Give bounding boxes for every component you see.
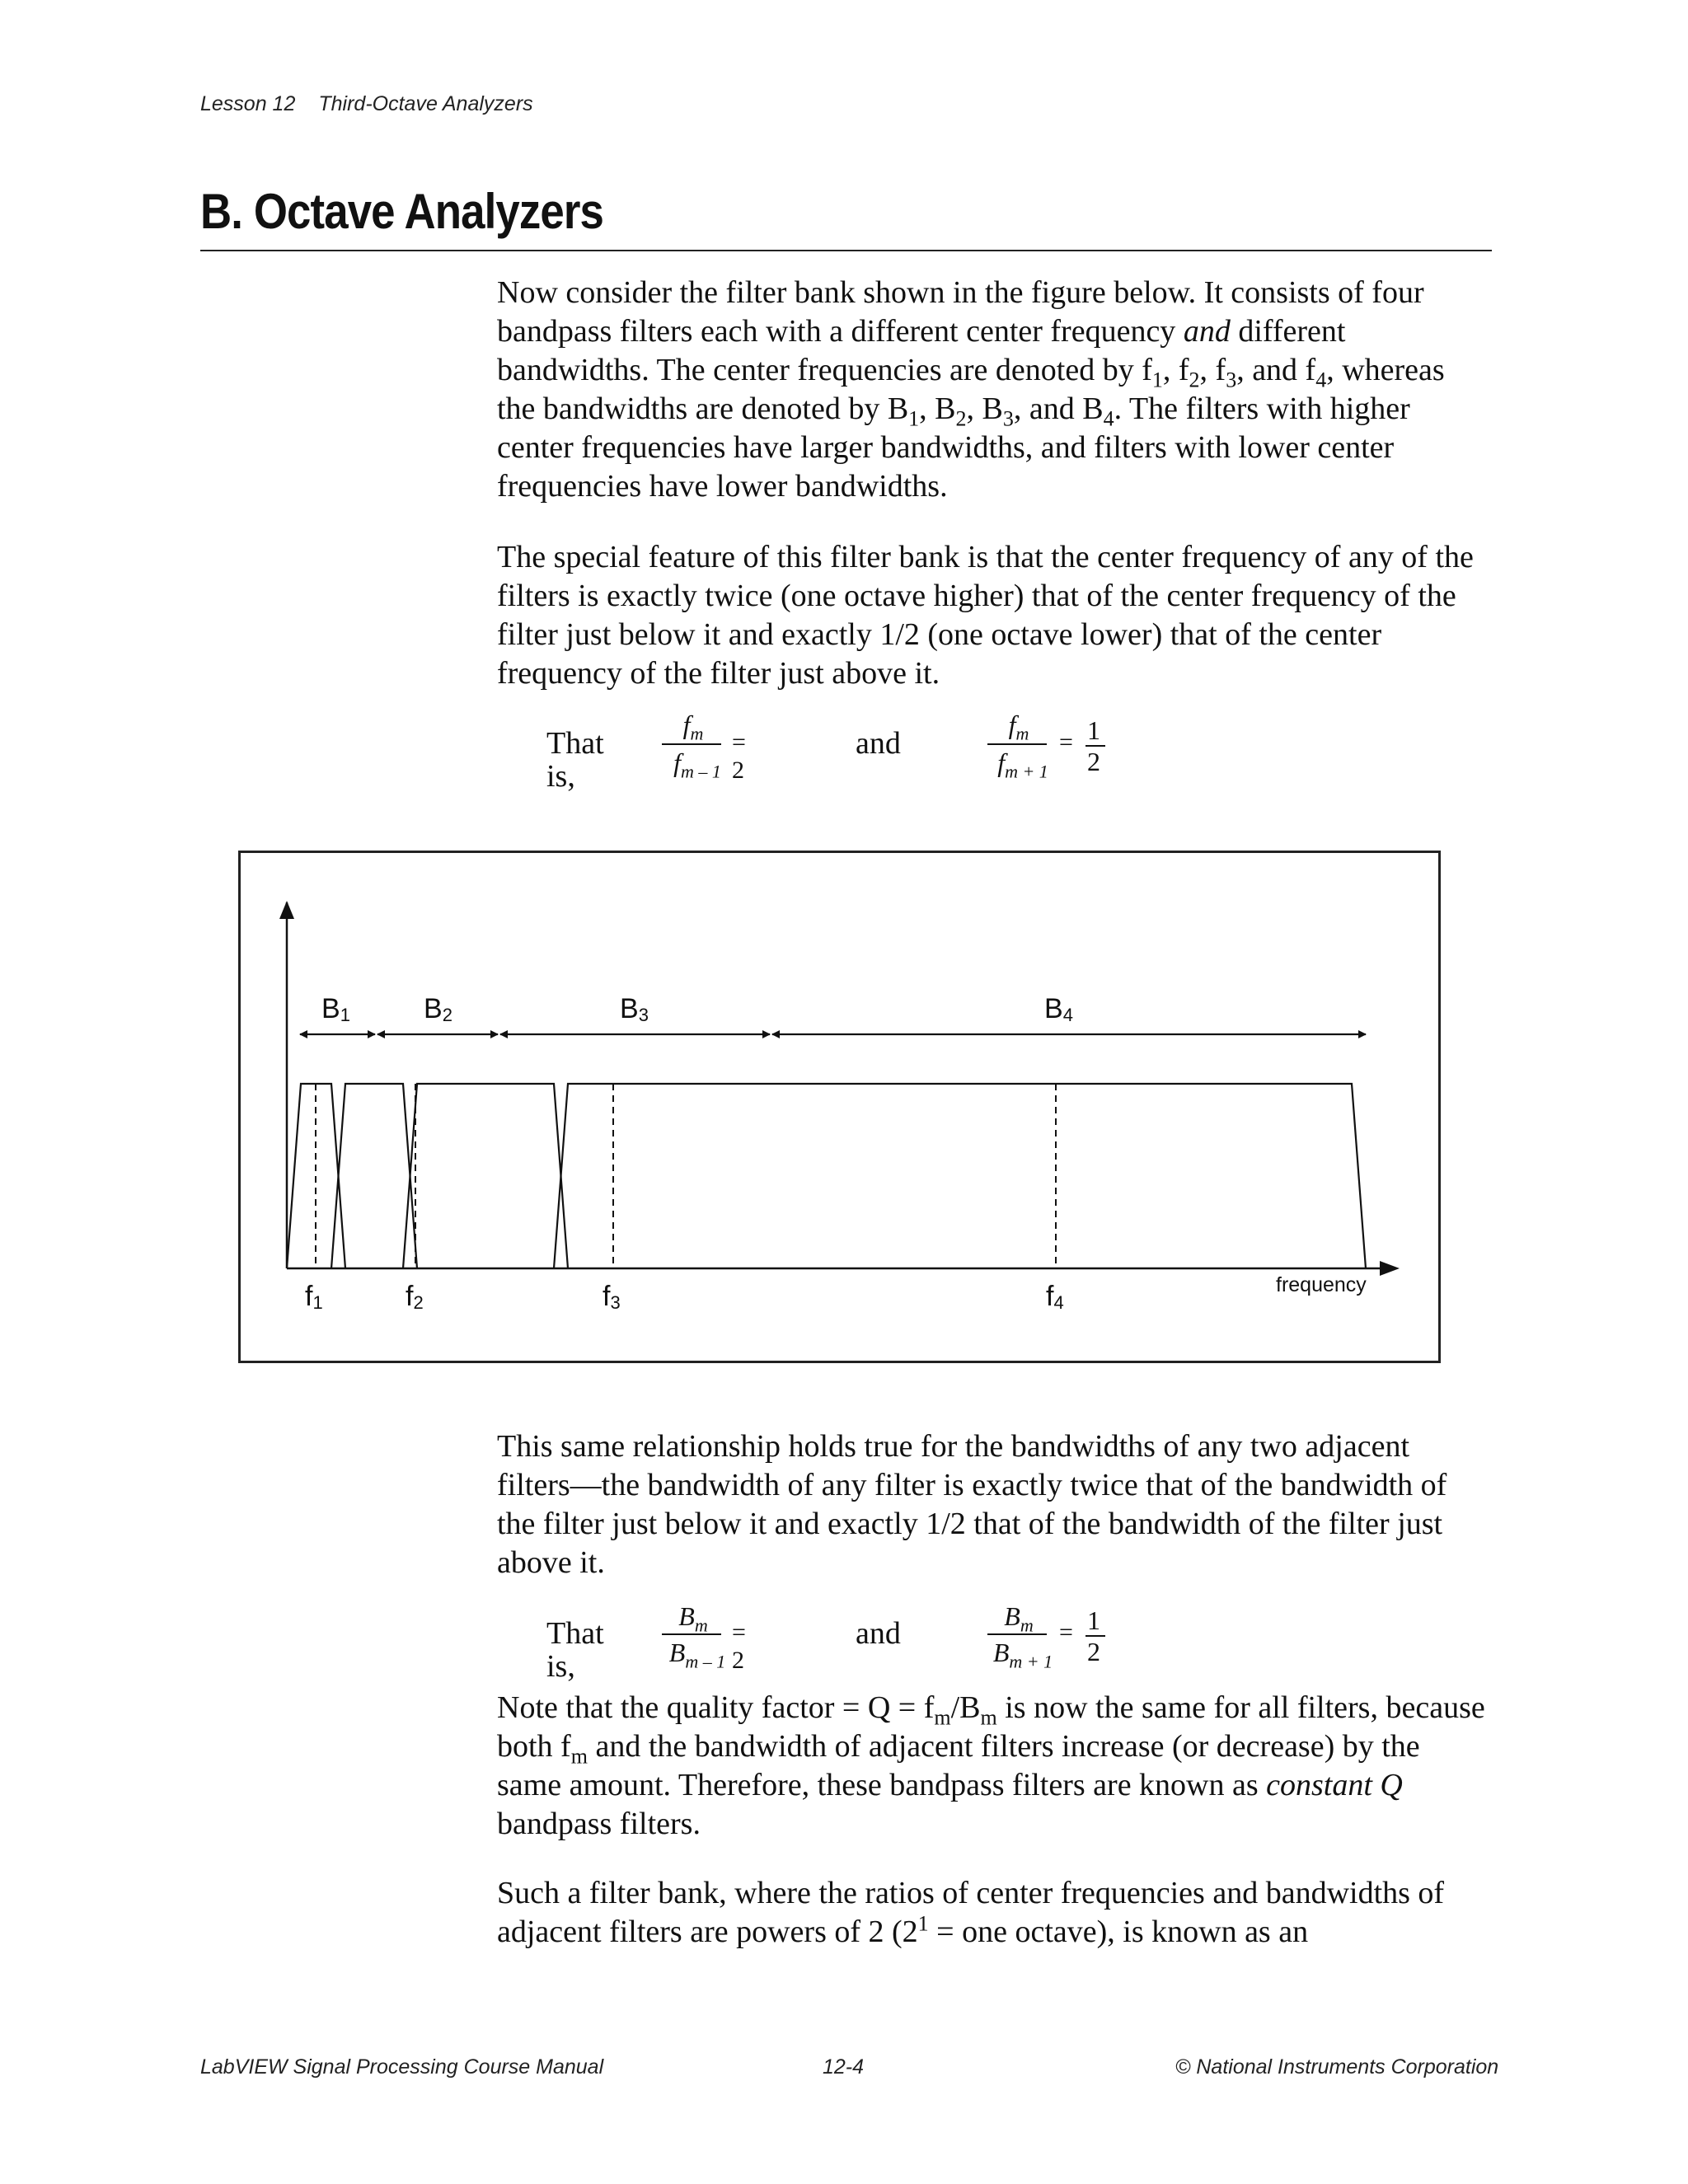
axis-label-frequency: frequency xyxy=(1276,1273,1367,1296)
footer-page-number: 12-4 xyxy=(823,2055,865,2079)
x-axis xyxy=(287,1261,1400,1276)
section-title: B. Octave Analyzers xyxy=(200,184,604,239)
paragraph-1: Now consider the filter bank shown in the figure below. It consists of four bandpass filters each with a different center frequency and different bandwidths. The center frequencies are denoted by $f_1$, $f_2$, $f_3$, and $f_4$, whereas the bandwidths are denoted by $B_1$, $B_2$, $B_3$, and $B_4$. The filters with higher center frequencies have larger bandwidths, and filters with lower center frequencies have lower bandwidths. xyxy=(497,275,1445,504)
header-title: Third-Octave Analyzers xyxy=(318,92,533,115)
filter-3-passband xyxy=(403,1084,568,1268)
band-label-b1: B1 xyxy=(321,993,350,1025)
freq-label-f4: f4 xyxy=(1046,1281,1064,1313)
eq2-lead: That is, xyxy=(546,1616,604,1684)
freq-label-f1: f1 xyxy=(305,1281,323,1313)
filter-2-passband xyxy=(331,1084,417,1268)
filter-bank-figure xyxy=(238,851,1441,1363)
band-label-b4: B4 xyxy=(1044,993,1073,1025)
freq-label-f3: f3 xyxy=(603,1281,621,1313)
eq2-and: and xyxy=(856,1616,901,1651)
filter-4-passband xyxy=(554,1084,1366,1268)
paragraph-5: Such a filter bank, where the ratios of center frequencies and bandwidths of adjacent filters are powers of 2 ($2^1$ = one octave), is known as an xyxy=(497,1876,1445,1949)
paragraph-4: Note that the quality factor = $Q = f_m/B_m$ is now the same for all filters, because both $f_m$ and the bandwidth of adjacent filters increase (or decrease) by the same amount. Therefore, these bandpass filters are known as constant Q bandpass filters. xyxy=(497,1690,1485,1841)
eq1-and: and xyxy=(856,726,901,761)
paragraph-2: The special feature of this filter bank is that the center frequency of any of the filters is exactly twice (one octave higher) that of the center frequency of the filter just below it and exactly 1/2 (one octave lower) that of the center frequency of the filter just above it. xyxy=(497,540,1474,691)
paragraph-3: This same relationship holds true for the bandwidths of any two adjacent filters—the bandwidth of any filter is exactly twice that of the bandwidth of the filter just below it and exactly 1/2 that of the bandwidth of the filter just above it. xyxy=(497,1429,1447,1580)
running-header xyxy=(200,92,533,116)
header-lesson: Lesson 12 xyxy=(200,92,296,115)
eq1-right-equals: = xyxy=(1059,729,1073,756)
band-label-b3: B3 xyxy=(620,993,649,1025)
y-axis xyxy=(279,901,294,1268)
eq2-right-equals: = xyxy=(1059,1619,1073,1646)
eq1-lead: That is, xyxy=(546,726,604,794)
eq2-left-rhs: = 2 xyxy=(732,1619,746,1674)
freq-label-f2: f2 xyxy=(406,1281,424,1313)
filter-bank-diagram xyxy=(241,853,1438,1361)
footer-manual-title: LabVIEW Signal Processing Course Manual xyxy=(200,2055,604,2079)
footer-copyright: © National Instruments Corporation xyxy=(1175,2055,1499,2079)
title-rule xyxy=(200,250,1492,251)
band-label-b2: B2 xyxy=(424,993,452,1025)
eq1-left-rhs: = 2 xyxy=(732,729,746,784)
